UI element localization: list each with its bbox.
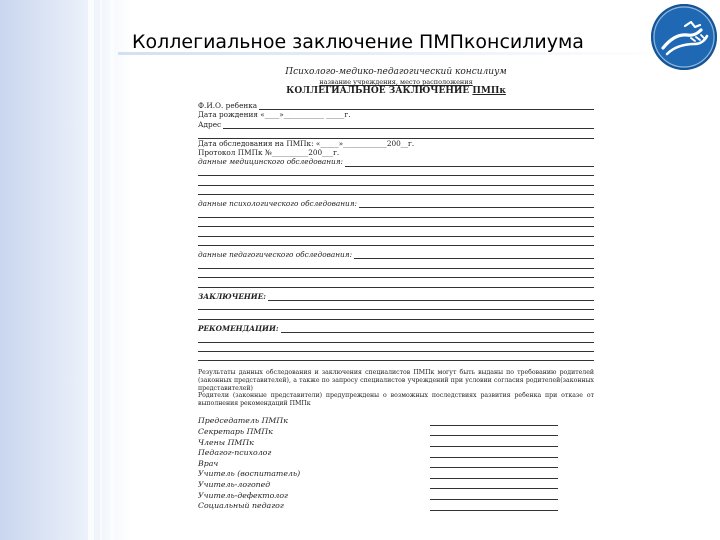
blank-line	[198, 218, 594, 227]
signature-row: Учитель (воспитатель)	[198, 468, 594, 479]
field-fio: Ф.И.О. ребенка	[198, 101, 594, 110]
blank-line	[198, 208, 594, 217]
blank-line	[198, 227, 594, 236]
slide-title: Коллегиальное заключение ПМПконсилиума	[132, 31, 584, 53]
signature-row: Педагог-психолог	[198, 447, 594, 458]
blank-line	[198, 167, 594, 176]
field-recommendations: РЕКОМЕНДАЦИИ:	[198, 324, 594, 333]
field-address: Адрес	[198, 120, 594, 129]
blank-line	[198, 129, 594, 138]
blank-line	[198, 237, 594, 246]
blank-line	[198, 269, 594, 278]
blank-line	[198, 259, 594, 268]
field-birth-date: Дата рождения «____»___________ _____г.	[198, 110, 351, 120]
signature-row: Секретарь ПМПк	[198, 426, 594, 437]
blank-line	[198, 176, 594, 185]
field-pedagog: данные педагогического обследования:	[198, 250, 594, 259]
org-title: Психолого-медико-педагогический консилиум	[285, 67, 507, 77]
hands-logo-icon	[651, 4, 717, 70]
field-psych: данные психологического обследования:	[198, 199, 594, 208]
signature-row: Социальный педагог	[198, 500, 594, 511]
blank-line	[198, 301, 594, 310]
signature-row: Учитель-логопед	[198, 479, 594, 490]
field-protocol: Протокол ПМПк №__________200___г.	[198, 148, 340, 158]
field-conclusion: ЗАКЛЮЧЕНИЕ:	[198, 292, 594, 301]
signature-row: Врач	[198, 458, 594, 469]
blank-line	[198, 333, 594, 342]
signature-row: Учитель-дефектолог	[198, 489, 594, 500]
blank-line	[198, 186, 594, 195]
blank-line	[198, 310, 594, 319]
document-scan	[198, 66, 594, 532]
document-title	[198, 86, 594, 97]
org-place: название учреждения, место расположения	[319, 78, 473, 86]
signature-row: Члены ПМПк	[198, 436, 594, 447]
blank-line	[198, 278, 594, 287]
field-medical: данные медицинского обследования:	[198, 157, 594, 166]
document-title-abbr: ПМПк	[472, 86, 506, 96]
signature-row: Председатель ПМПк	[198, 415, 594, 426]
document-title-text: КОЛЛЕГИАЛЬНОЕ ЗАКЛЮЧЕНИЕ	[286, 86, 470, 96]
note-warning: Родители (законные представители) предупреждены о возможных последствиях развития ребенка при отказе от выполнения рекомендаций ПМПк	[198, 392, 594, 407]
decorative-side-band	[0, 0, 132, 540]
blank-line	[198, 343, 594, 352]
note-results: Результаты данных обследования и заключения специалистов ПМПк могут быть выданы по требованию родителей (законных представителей), а также по запросу специалистов учреждений при условии согласия родителей(законных представителей)	[198, 369, 594, 392]
field-exam-date: Дата обследования на ПМПк: «_____»____________200__г.	[198, 138, 415, 148]
blank-line	[198, 352, 594, 361]
